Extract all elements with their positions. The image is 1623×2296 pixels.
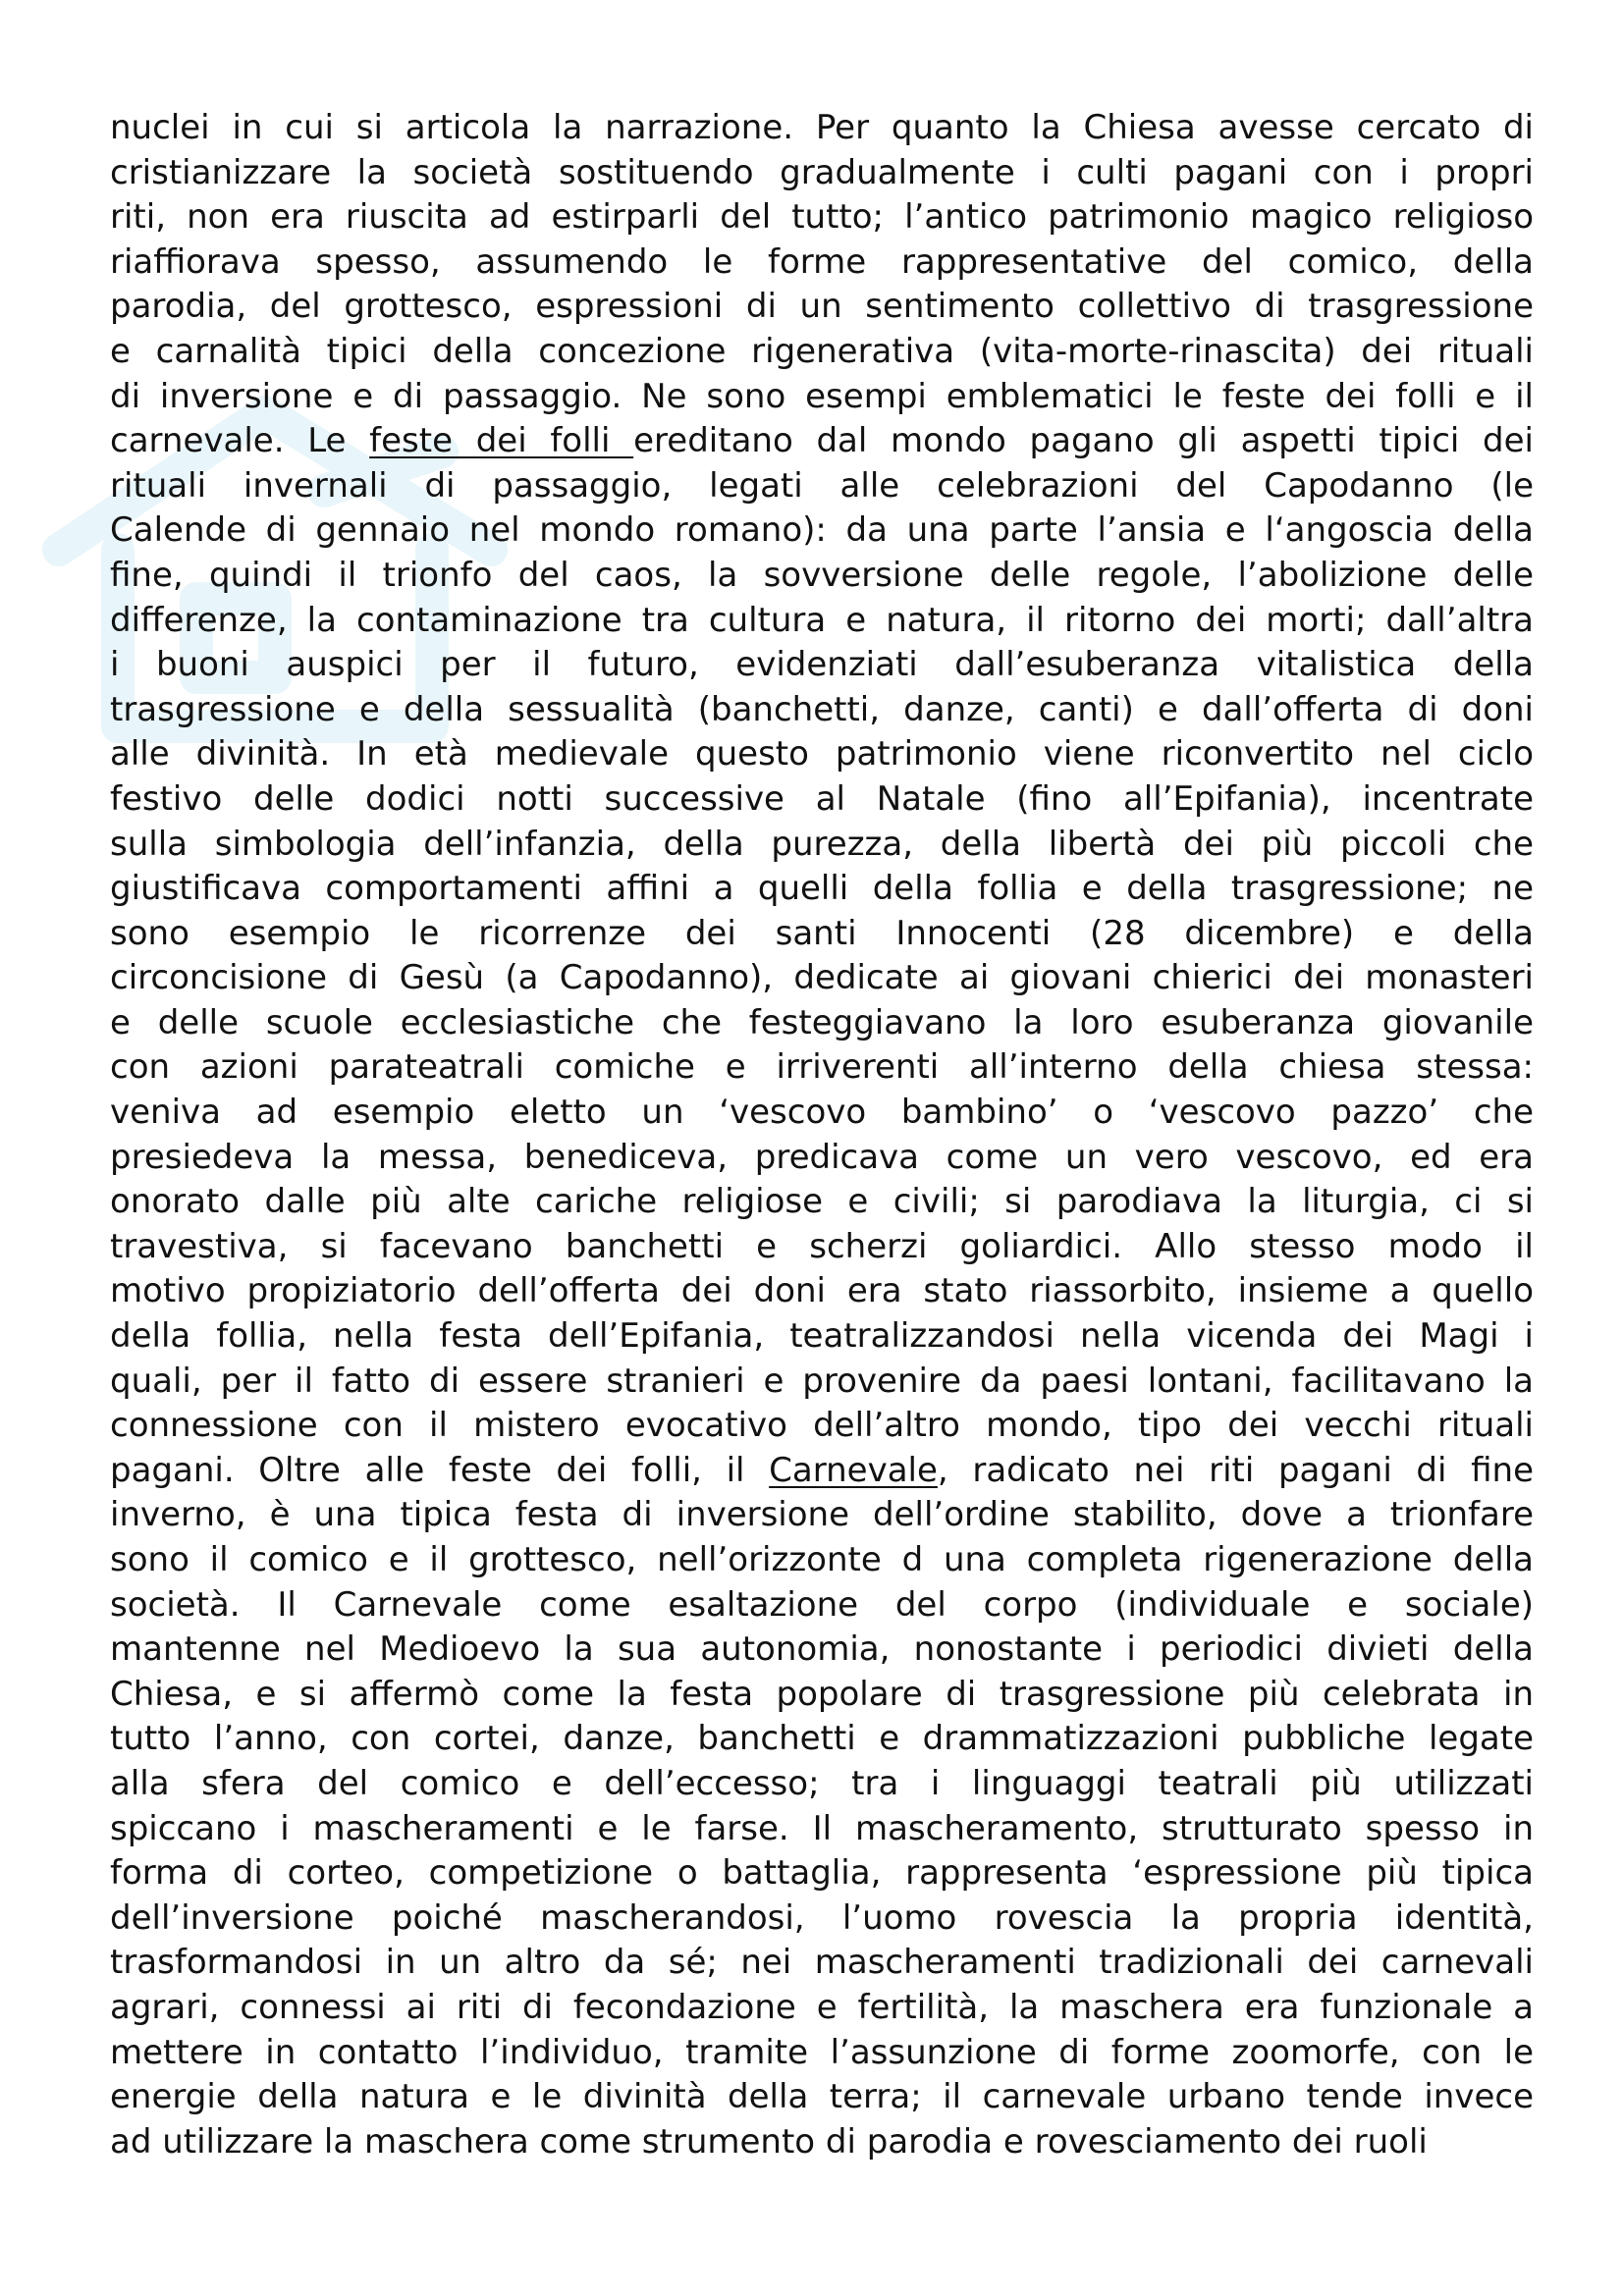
text-line: mantenne nel Medioevo la sua autonomia, nonostante i periodici divieti della bbox=[110, 1629, 1534, 1670]
text-line: spiccano i mascheramenti e le farse. Il mascheramento, strutturato spesso in bbox=[110, 1808, 1534, 1848]
text-line: sono esempio le ricorrenze dei santi Innocenti (28 dicembre) e della bbox=[110, 913, 1534, 953]
text-line: agrari, connessi ai riti di fecondazione e fertilità, la maschera era funzionale a bbox=[110, 1987, 1534, 2027]
text-line: cristianizzare la società sostituendo gradualmente i culti pagani con i propri bbox=[110, 152, 1534, 192]
text-line: della follia, nella festa dell’Epifania, teatralizzandosi nella vicenda dei Magi i bbox=[110, 1316, 1534, 1357]
text-line: trasgressione e della sessualità (banchetti, danze, canti) e dall’offerta di doni bbox=[110, 689, 1534, 729]
text-line: società. Il Carnevale come esaltazione del corpo (individuale e sociale) bbox=[110, 1584, 1534, 1625]
text-line: ad utilizzare la maschera come strumento di parodia e rovesciamento dei ruoli bbox=[110, 2121, 1428, 2162]
text-line: festivo delle dodici notti successive al Natale (fino all’Epifania), incentrate bbox=[110, 778, 1534, 819]
text-line: di inversione e di passaggio. Ne sono esempi emblematici le feste dei folli e il bbox=[110, 376, 1534, 416]
text-line: differenze, la contaminazione tra cultura e natura, il ritorno dei morti; dall’altra bbox=[110, 600, 1534, 640]
underlined-term: Carnevale bbox=[769, 1450, 938, 1490]
text-line: circoncisione di Gesù (a Capodanno), dedicate ai giovani chierici dei monasteri bbox=[110, 958, 1534, 998]
text-line: Chiesa, e si affermò come la festa popolare di trasgressione più celebrata in bbox=[110, 1674, 1534, 1714]
text-line: rituali invernali di passaggio, legati alle celebrazioni del Capodanno (le bbox=[110, 465, 1534, 506]
text-line: dell’inversione poiché mascherandosi, l’uomo rovescia la propria identità, bbox=[110, 1897, 1534, 1938]
text-line: inverno, è una tipica festa di inversione dell’ordine stabilito, dove a trionfare bbox=[110, 1495, 1534, 1535]
text-line: onorato dalle più alte cariche religiose e civili; si parodiava la liturgia, ci si bbox=[110, 1182, 1534, 1222]
text-line: veniva ad esempio eletto un ‘vescovo bambino’ o ‘vescovo pazzo’ che bbox=[110, 1093, 1534, 1133]
text-line: forma di corteo, competizione o battaglia, rappresenta ‘espressione più tipica bbox=[110, 1853, 1534, 1894]
text-line: presiedeva la messa, benediceva, predicava come un vero vescovo, ed era bbox=[110, 1137, 1534, 1177]
text-line bbox=[110, 1449, 1534, 1494]
text-segment: , radicato nei riti pagani di fine bbox=[937, 1450, 1534, 1490]
text-line: nuclei in cui si articola la narrazione. Per quanto la Chiesa avesse cercato di bbox=[110, 108, 1534, 147]
text-line: Calende di gennaio nel mondo romano): da una parte l’ansia e l‘angoscia della bbox=[110, 510, 1534, 551]
text-line bbox=[110, 419, 1534, 464]
text-line: travestiva, si facevano banchetti e scherzi goliardici. Allo stesso modo il bbox=[110, 1226, 1534, 1266]
body-text bbox=[110, 106, 1534, 2164]
text-line: mettere in contatto l’individuo, tramite l’assunzione di forme zoomorfe, con le bbox=[110, 2032, 1534, 2072]
text-line: energie della natura e le divinità della terra; il carnevale urbano tende invece bbox=[110, 2077, 1534, 2117]
text-line: motivo propiziatorio dell’offerta dei doni era stato riassorbito, insieme a quello bbox=[110, 1271, 1534, 1311]
text-line: riaffiorava spesso, assumendo le forme rappresentative del comico, della bbox=[110, 241, 1534, 282]
text-line: e delle scuole ecclesiastiche che festeggiavano la loro esuberanza giovanile bbox=[110, 1002, 1534, 1042]
text-segment: ereditano dal mondo pagano gli aspetti tipici dei bbox=[633, 421, 1534, 461]
text-segment: carnevale. Le bbox=[110, 421, 370, 461]
text-line: con azioni parateatrali comiche e irriverenti all’interno della chiesa stessa: bbox=[110, 1047, 1534, 1088]
text-line: quali, per il fatto di essere stranieri e provenire da paesi lontani, facilitavano la bbox=[110, 1361, 1534, 1401]
text-line: tutto l’anno, con cortei, danze, banchetti e drammatizzazioni pubbliche legate bbox=[110, 1719, 1534, 1759]
text-line: fine, quindi il trionfo del caos, la sovversione delle regole, l’abolizione delle bbox=[110, 555, 1534, 595]
text-line: connessione con il mistero evocativo dell’altro mondo, tipo dei vecchi rituali bbox=[110, 1406, 1534, 1446]
text-segment: pagani. Oltre alle feste dei folli, il bbox=[110, 1450, 770, 1490]
text-line: riti, non era riuscita ad estirparli del tutto; l’antico patrimonio magico religioso bbox=[110, 197, 1534, 238]
text-line: giustificava comportamenti affini a quelli della follia e della trasgressione; ne bbox=[110, 869, 1534, 909]
text-line: sono il comico e il grottesco, nell’orizzonte d una completa rigenerazione della bbox=[110, 1540, 1534, 1579]
text-line: sulla simbologia dell’infanzia, della purezza, della libertà dei più piccoli che bbox=[110, 824, 1534, 864]
underlined-term: feste dei folli bbox=[369, 421, 634, 461]
text-line: i buoni auspici per il futuro, evidenziati dall’esuberanza vitalistica della bbox=[110, 645, 1534, 685]
text-line: alla sfera del comico e dell’eccesso; tra i linguaggi teatrali più utilizzati bbox=[110, 1763, 1534, 1803]
paragraph bbox=[110, 106, 1534, 2164]
text-line: trasformandosi in un altro da sé; nei mascheramenti tradizionali dei carnevali bbox=[110, 1943, 1534, 1983]
text-line: e carnalità tipici della concezione rigenerativa (vita-morte-rinascita) dei rituali bbox=[110, 331, 1534, 371]
text-line: parodia, del grottesco, espressioni di un sentimento collettivo di trasgressione bbox=[110, 287, 1534, 327]
text-line: alle divinità. In età medievale questo patrimonio viene riconvertito nel ciclo bbox=[110, 734, 1534, 774]
